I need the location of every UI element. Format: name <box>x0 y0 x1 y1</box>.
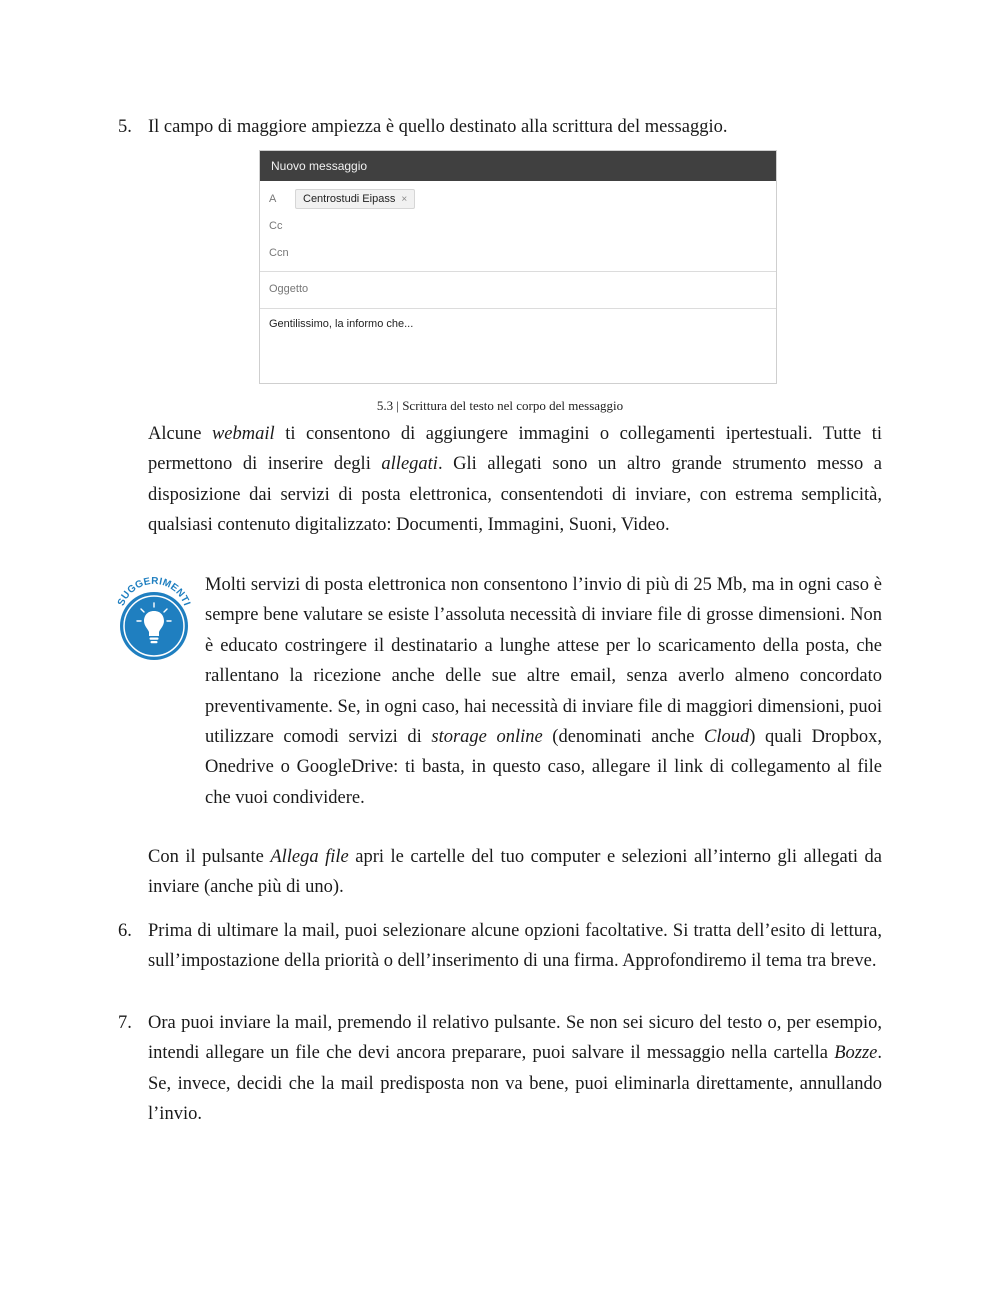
list-number-6: 6. <box>118 921 132 941</box>
cc-label: Cc <box>269 220 283 232</box>
divider <box>260 271 776 272</box>
term-storage-online: storage online <box>431 727 543 748</box>
list-item-7: Ora puoi inviare la mail, premendo il relativo pulsante. Se non sei sicuro del testo o, per esempio, intendi allegare un file che devi ancora preparare, puoi salvare il messaggio nella cartella Bozze. Se, invece, decidi che la mail predisposta non va bene, puoi eliminarla direttamente, annullando l’invio. <box>148 1013 882 1125</box>
list-number-7: 7. <box>118 1013 132 1033</box>
divider <box>260 308 776 309</box>
to-label: A <box>269 193 277 205</box>
term-allega-file: Allega file <box>270 847 349 867</box>
suggerimenti-badge <box>114 576 194 666</box>
figure-caption: 5.3 | Scrittura del testo nel corpo del messaggio <box>376 398 624 413</box>
list-item-5 <box>148 112 882 142</box>
compose-window-figure <box>259 150 777 384</box>
compose-header: Nuovo messaggio <box>260 151 776 181</box>
badge-label: SUGGERIMENTI <box>115 576 193 608</box>
message-body[interactable]: Gentilissimo, la informo che... <box>269 318 414 330</box>
term-bozze: Bozze <box>834 1043 878 1064</box>
tip-text: Molti servizi di posta elettronica non consentono l’invio di più di 25 Mb, ma in ogni caso è sempre bene valutare se esiste l’assoluta necessità di inviare file di grosse dimensioni. Non è educato costringere il destinatario a lunghe attese per lo scaricamento della posta, che rallentano la ricezione anche delle sue altre email, senza averlo almeno concordato preventivamente. Se, in ogni caso, hai necessità di inviare file di maggiori dimensioni, puoi utilizzare comodi servizi di storage online (denominati anche Cloud) quali Dropbox, Onedrive o GoogleDrive: ti basta, in questo caso, allegare il link di collegamento al file che vuoi condividere. <box>205 575 882 808</box>
list-item-6 <box>148 916 882 977</box>
term-webmail: webmail <box>211 424 275 444</box>
paragraph-attachments: Alcune webmail ti consentono di aggiungere immagini o collegamenti ipertestuali. Tutte ti permettono di inserire degli allegati. Gli allegati sono un altro grande strumento messo a disposizione dai servizi di posta elettronica, consentendoti di inviare, con estrema semplicità, qualsiasi contenuto digitalizzato: Documenti, Immagini, Suoni, Video. <box>148 424 882 536</box>
paragraph-allega-file: Con il pulsante Allega file apri le cartelle del tuo computer e selezioni all’interno gli allegati da inviare (anche più di uno). <box>148 847 882 898</box>
bcc-label: Ccn <box>269 247 289 259</box>
list-number-5: 5. <box>118 117 132 137</box>
list-item-6-text: Prima di ultimare la mail, puoi selezionare alcune opzioni facoltative. Si tratta dell’esito di lettura, sull’impostazione della priorità o dell’inserimento di una firma. Approfondiremo il tema tra breve. <box>148 921 882 972</box>
recipient-chip[interactable] <box>295 189 415 209</box>
term-allegati: allegati <box>381 454 438 475</box>
term-cloud: Cloud <box>704 727 750 748</box>
subject-field[interactable]: Oggetto <box>269 283 309 295</box>
close-icon[interactable]: × <box>401 194 408 205</box>
list-item-5-text: Il campo di maggiore ampiezza è quello destinato alla scrittura del messaggio. <box>148 117 728 137</box>
recipient-chip-label: Centrostudi Eipass <box>303 193 396 205</box>
